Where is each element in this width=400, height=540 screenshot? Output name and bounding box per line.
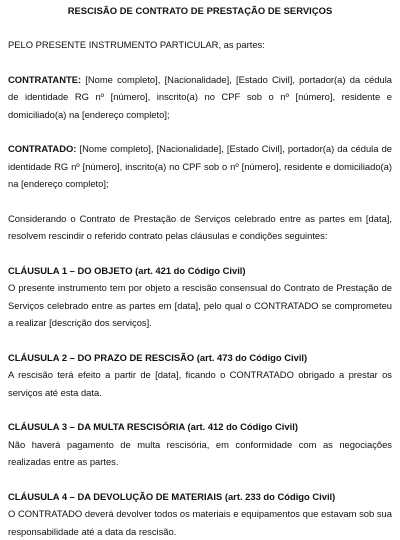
clause-3-text: Não haverá pagamento de multa rescisória, em conformidade com as negociações realizadas entre as partes. — [8, 438, 392, 467]
clause-3-heading: CLÁUSULA 3 – DA MULTA RESCISÓRIA (art. 412 do Código Civil) — [8, 421, 298, 432]
contratado-paragraph — [8, 140, 392, 193]
clause-4-heading: CLÁUSULA 4 – DA DEVOLUÇÃO DE MATERIAIS (art. 233 do Código Civil) — [8, 490, 336, 502]
contratante-paragraph — [8, 71, 392, 124]
contratante-text: [Nome completo], [Nacionalidade], [Estado Civil], portador(a) da cédula de identidade RG nº [número], inscrito(a) no CPF sob o nº [número], residente e domiciliado(a) na [endereço completo]; — [8, 73, 392, 120]
clause-2-text: A rescisão terá efeito a partir de [data], ficando o CONTRATADO obrigado a prestar os serviços até esta data. — [8, 369, 392, 398]
intro-paragraph: PELO PRESENTE INSTRUMENTO PARTICULAR, as partes: — [8, 39, 265, 50]
clause-4-text: O CONTRATADO deverá devolver todos os materiais e equipamentos que estavam sob sua responsabilidade até a data da rescisão. — [8, 508, 392, 537]
contratado-label: CONTRATADO: — [8, 143, 77, 154]
document-title: RESCISÃO DE CONTRATO DE PRESTAÇÃO DE SERVIÇOS — [67, 5, 333, 16]
clause-2-heading: CLÁUSULA 2 – DO PRAZO DE RESCISÃO (art. 473 do Código Civil) — [8, 351, 308, 363]
contratante-label: CONTRATANTE: — [8, 73, 82, 85]
clause-1-text: O presente instrumento tem por objeto a rescisão consensual do Contrato de Prestação de Serviços celebrado entre as partes em [data], pelo qual o CONTRATADO se comprometeu a realizar [descrição dos serviços]. — [8, 282, 392, 328]
considerando-paragraph: Considerando o Contrato de Prestação de Serviços celebrado entre as partes em [data], resolvem rescindir o referido contrato pelas cláusulas e condições seguintes: — [8, 212, 392, 241]
contratado-text: [Nome completo], [Nacionalidade], [Estado Civil], portador(a) da cédula de identidade RG nº [número], inscrito(a) no CPF sob o nº [número], residente e domiciliado(a) na [endereço completo]; — [8, 143, 392, 189]
clause-1-heading: CLÁUSULA 1 – DO OBJETO (art. 421 do Código Civil) — [8, 264, 246, 276]
document-page — [8, 0, 392, 537]
